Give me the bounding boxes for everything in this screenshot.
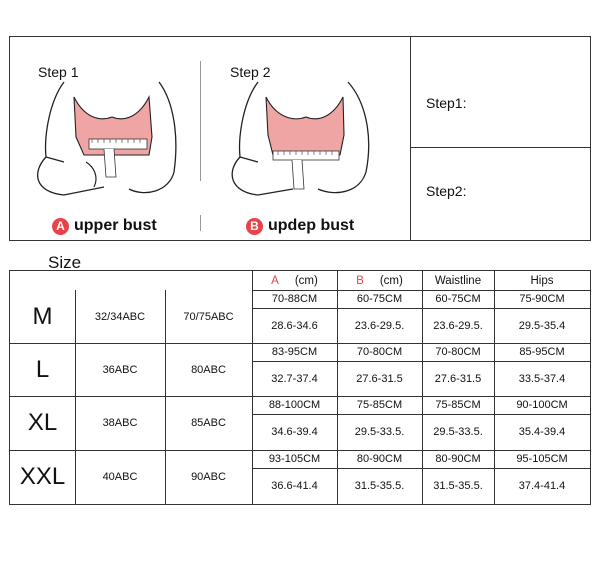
band-size-xxl: 90ABC [191, 471, 226, 483]
a-cm-l: 83-95CM [271, 346, 318, 358]
a-in-l: 32.7-37.4 [271, 372, 318, 385]
bra-size-xxl: 40ABC [102, 471, 138, 483]
guide-divider-horizontal [410, 147, 590, 148]
measurement-guide [9, 36, 591, 241]
h-cm-xl: 90-100CM [516, 399, 568, 411]
w-cm-m: 60-75CM [435, 293, 481, 305]
step2-title: Step 2 [230, 64, 271, 80]
w-in-m: 23.6-29.5. [433, 319, 483, 332]
a-cm-xxl: 93-105CM [268, 453, 321, 465]
a-cm-xl: 88-100CM [268, 399, 321, 411]
step1-title: Step 1 [38, 64, 79, 80]
band-size-xl: 85ABC [191, 417, 226, 429]
size-xl: XL [27, 409, 58, 436]
w-in-xxl: 31.5-35.5. [433, 480, 483, 492]
step-separator [200, 61, 201, 181]
a-in-m: 28.6-34.6 [271, 319, 318, 332]
b-in-m: 23.6-29.5. [354, 319, 405, 332]
w-in-l: 27.6-31.5 [434, 372, 482, 385]
band-size-l: 80ABC [191, 363, 226, 376]
b-cm-l: 70-80CM [356, 346, 403, 358]
caption-under-bust [246, 217, 354, 235]
b-cm-m: 60-75CM [356, 293, 403, 305]
w-in-xl: 29.5-33.5. [433, 426, 483, 438]
h-in-l: 33.5-37.4 [518, 372, 566, 385]
h-in-xxl: 37.4-41.4 [518, 480, 566, 492]
h-cm-xxl: 95-105CM [516, 453, 568, 465]
size-l: L [35, 355, 50, 383]
side-step2: Step2: [426, 183, 467, 199]
h-in-m: 29.5-35.4 [518, 319, 566, 332]
caption-upper-bust [52, 217, 157, 235]
b-in-l: 27.6-31.5 [356, 372, 403, 385]
size-table-title: Size [48, 253, 82, 272]
guide-divider-vertical [410, 37, 411, 240]
size-m: M [32, 302, 53, 330]
h-in-xl: 35.4-39.4 [518, 426, 566, 438]
band-size-m: 70/75ABC [183, 310, 234, 323]
header-col-b: B (cm) [356, 274, 403, 287]
header-waistline: Waistline [434, 274, 482, 287]
size-table [9, 270, 591, 505]
step-separator-lower [200, 215, 201, 231]
h-cm-l: 85-95CM [519, 346, 565, 358]
b-in-xxl: 31.5-35.5. [354, 480, 405, 492]
bra-size-l: 36ABC [102, 363, 138, 376]
side-step1: Step1: [426, 95, 467, 111]
upper-bust-illustration [24, 77, 194, 212]
a-badge-icon: A [52, 218, 69, 235]
size-xxl: XXL [19, 463, 66, 490]
b-in-xl: 29.5-33.5. [354, 426, 405, 438]
header-hips: Hips [530, 274, 554, 287]
w-cm-xxl: 80-90CM [435, 453, 481, 465]
b-cm-xl: 75-85CM [356, 399, 403, 411]
b-badge-icon: B [246, 218, 263, 235]
caption-under-bust-text: updер bust [268, 217, 355, 234]
bra-size-xl: 38ABC [102, 417, 138, 429]
under-bust-illustration [218, 77, 388, 212]
bra-size-m: 32/34ABC [94, 310, 146, 323]
a-in-xl: 34.6-39.4 [271, 426, 318, 438]
b-cm-xxl: 80-90CM [356, 453, 403, 465]
a-cm-m: 70-88CM [271, 293, 318, 305]
w-cm-l: 70-80CM [435, 346, 481, 358]
header-col-a: A (cm) [271, 274, 318, 287]
h-cm-m: 75-90CM [519, 293, 565, 305]
w-cm-xl: 75-85CM [435, 399, 481, 411]
caption-upper-bust-text: upper bust [74, 217, 157, 234]
a-in-xxl: 36.6-41.4 [271, 480, 318, 492]
